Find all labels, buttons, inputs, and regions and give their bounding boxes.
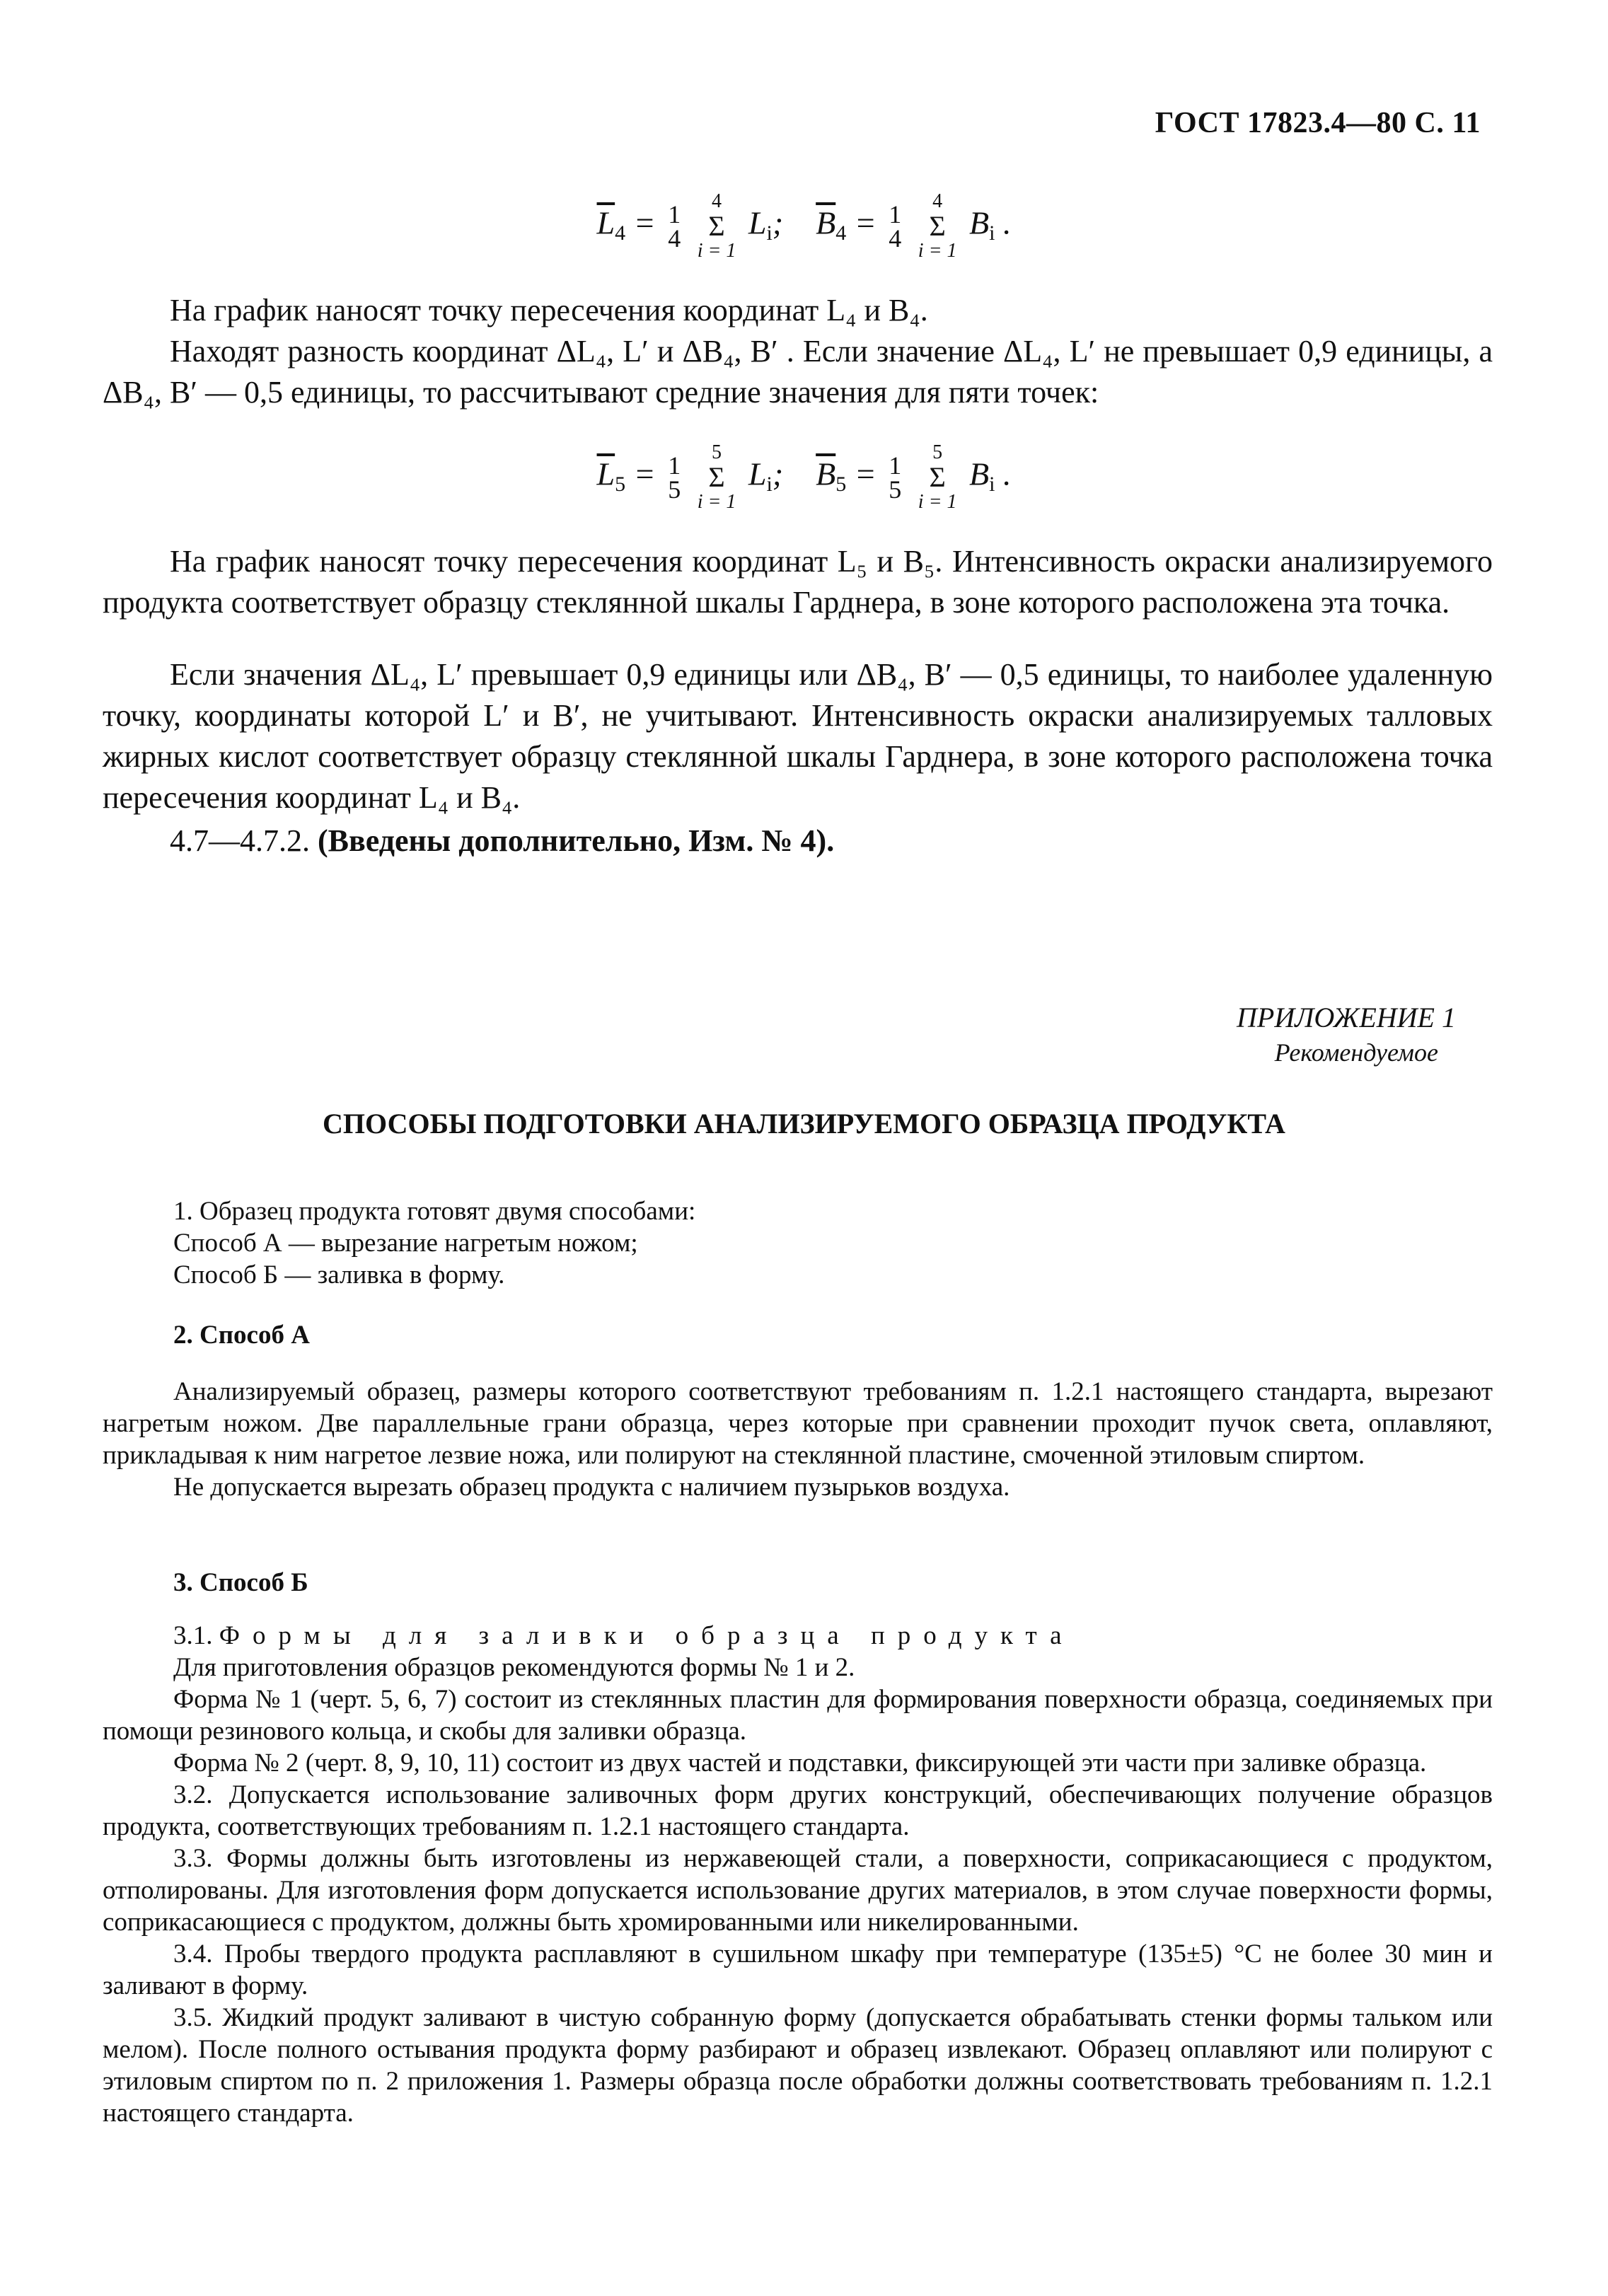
fraction: 1 5 <box>889 451 902 504</box>
paragraph-coordinate-difference: Находят разность координат ΔL₄, L′ и ΔB₄, B′ . Если значение ΔL₄, L′ не превышает 0,9 единицы, а ΔB₄, B′ — 0,5 единицы, то рассчитывают средние значения для пяти точек: <box>103 334 1493 410</box>
section-1: 1. Образец продукта готовят двумя способами: Способ А — вырезание нагретым ножом; Способ Б — заливка в форму. <box>173 1197 696 1289</box>
section-3-body: 3.1. Формы для заливки образца продукта Для приготовления образцов рекомендуются формы № 1 и 2. Форма № 1 (черт. 5, 6, 7) состоит из стеклянных пластин для формирования поверхности образца, соединяемых при помощи резинового кольца, и скобы для заливки образца. Форма № 2 (черт. 8, 9, 10, 11) состоит из двух частей и подставки, фиксирующей эти части при заливке образца. 3.2. Допускается использование заливочных форм других конструкций, обеспечивающих получение образцов продукта, соответствующих требованиям п. 1.2.1 настоящего стандарта. 3.3. Формы должны быть изготовлены из нержавеющей стали, а поверхности, соприкасающиеся с продуктом, отполированы. Для изготовления форм допускается использование других материалов, в этом случае поверхности формы, соприкасающиеся с продуктом, должны быть хромированными или никелированными. 3.4. Пробы твердого продукта расплавляют в сушильном шкафу при температуре (135±5) °С не более 30 мин и заливают в форму. 3.5. Жидкий продукт заливают в чистую собранную форму (допускается обрабатывать стенки формы тальком или мелом). После полного остывания продукта форму разбирают и образец извлекают. Образец оплавляют или полируют с этиловым спиртом по п. 2 приложения 1. Размеры образца после обработки должны соответствовать требованиям п. 1.2.1 настоящего стандарта. <box>103 1621 1493 2128</box>
paragraph-plot-point-four: На график наносят точку пересечения координат L₄ и B₄. <box>170 293 928 327</box>
paragraph-3-1-heading: 3.1. Формы для заливки образца продукта <box>173 1621 1075 1650</box>
heading-method-b: 3. Способ Б <box>173 1568 308 1597</box>
formula-mean-four: $\overline{L}4$ = 1 4 4 Σ i = 1 Li; $\overline{B}4$ = 1 4 4 Σ i = 1 Bi . <box>596 190 1012 262</box>
sum-sign: 5 Σ i = 1 <box>697 441 736 513</box>
heading-method-a: 2. Способ А <box>173 1321 310 1350</box>
appendix-label: ПРИЛОЖЕНИЕ 1 <box>1237 1002 1456 1033</box>
paragraph-plot-point-five: На график наносят точку пересечения координат L₅ и B₅. Интенсивность окраски анализируемого продукта соответствует образцу стеклянной шкалы Гарднера, в зоне которого расположена эта точка. <box>103 544 1493 620</box>
section-2-body: Анализируемый образец, размеры которого соответствуют требованиям п. 1.2.1 настоящего стандарта, вырезают нагретым ножом. Две параллельные грани образца, через которые при сравнении проходит пучок света, оплавляют, прикладывая к ним нагретое лезвие ножа, или полируют на стеклянной пластине, смоченной этиловым спиртом. Не допускается вырезать образец продукта с наличием пузырьков воздуха. <box>103 1377 1493 1502</box>
appendix-status: Рекомендуемое <box>1274 1038 1438 1067</box>
formula-L-symbol: $\overline{L}$ <box>596 204 615 241</box>
formula-B-symbol: $\overline{B}$ <box>816 204 836 241</box>
formula-mean-five: $\overline{L}5$ = 1 5 5 Σ i = 1 Li; $\overline{B}5$ = 1 5 5 Σ i = 1 Bi . <box>596 441 1012 513</box>
sum-sign: 4 Σ i = 1 <box>918 190 957 262</box>
sum-sign: 5 Σ i = 1 <box>918 441 957 513</box>
fraction: 1 5 <box>668 451 681 504</box>
fraction: 1 4 <box>668 200 681 253</box>
paragraph-amendment-note: 4.7—4.7.2. (Введены дополнительно, Изм. № 4). <box>170 823 835 858</box>
page-header: ГОСТ 17823.4—80 С. 11 <box>1155 107 1481 139</box>
paragraph-discard-point: Если значения ΔL₄, L′ превышает 0,9 единицы или ΔB₄, B′ — 0,5 единицы, то наиболее удаленную точку, координаты которой L′ и B′, не учитывают. Интенсивность окраски анализируемых талловых жирных кислот соответствует образцу стеклянной шкалы Гарднера, в зоне которого расположена точка пересечения координат L₄ и B₄. <box>103 657 1493 815</box>
fraction: 1 4 <box>889 200 902 253</box>
sum-sign: 4 Σ i = 1 <box>697 190 736 262</box>
section-title: СПОСОБЫ ПОДГОТОВКИ АНАЛИЗИРУЕМОГО ОБРАЗЦА ПРОДУКТА <box>323 1108 1285 1140</box>
